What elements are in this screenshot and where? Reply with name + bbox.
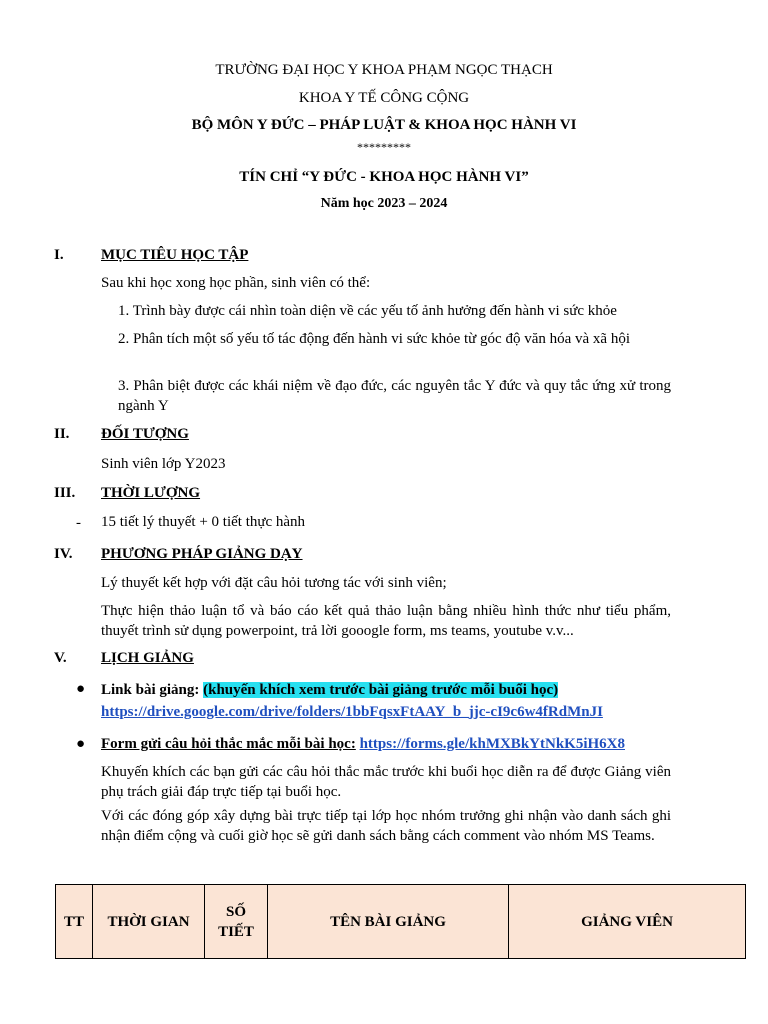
header-lecture-name: TÊN BÀI GIẢNG [268,885,509,959]
section-5-number: V. [54,650,67,666]
header-periods: SỐ TIẾT [205,885,268,959]
section-1-number: I. [54,247,64,263]
section-3-number: III. [54,485,76,501]
header-tt: TT [56,885,93,959]
lecture-link-block [101,679,671,723]
separator-stars: ********* [357,140,411,154]
bullet-icon: ● [76,681,86,697]
objective-item-3: 3. Phân biệt được các khái niệm về đạo đức, các nguyên tắc Y đức và quy tắc ứng xử trong ngành Y [118,378,671,414]
section-5-paragraph-1: Khuyến khích các bạn gửi các câu hỏi thắc mắc trước khi buổi học diễn ra để được Giảng viên phụ trách giải đáp trực tiếp tại buổi học. [101,764,671,800]
section-3-title: THỜI LƯỢNG [101,485,201,501]
objective-item-1: 1. Trình bày được cái nhìn toàn diện về các yếu tố ảnh hưởng đến hành vi sức khỏe [118,303,617,319]
lecture-link-label: Link bài giảng: [101,682,200,698]
header-lecturer: GIẢNG VIÊN [509,885,746,959]
section-4-paragraph-1: Lý thuyết kết hợp với đặt câu hỏi tương tác với sinh viên; [101,575,447,591]
section-3-text: 15 tiết lý thuyết + 0 tiết thực hành [101,514,306,530]
faculty-name: KHOA Y TẾ CÔNG CỘNG [298,90,470,106]
lecture-drive-link[interactable]: https://drive.google.com/drive/folders/1bbFqsxFtAAY_b_jjc-cI9c6w4fRdMnJI [101,704,603,720]
section-2-title: ĐỐI TƯỢNG [101,426,189,442]
section-5-title: LỊCH GIẢNG [101,650,194,666]
section-1-title: MỤC TIÊU HỌC TẬP [101,247,249,263]
school-name: TRƯỜNG ĐẠI HỌC Y KHOA PHẠM NGỌC THẠCH [215,62,553,78]
question-form-link[interactable]: https://forms.gle/khMXBkYtNkK5iH6X8 [359,736,625,752]
objective-item-2: 2. Phân tích một số yếu tố tác động đến hành vi sức khỏe từ góc độ văn hóa và xã hội [118,331,630,347]
department-name: BỘ MÔN Y ĐỨC – PHÁP LUẬT & KHOA HỌC HÀNH VI [191,117,577,133]
question-form-label: Form gửi câu hỏi thắc mắc mỗi bài học: [101,736,356,752]
section-1-intro: Sau khi học xong học phần, sinh viên có thể: [101,275,371,291]
bullet-icon: ● [76,736,86,752]
header-time: THỜI GIAN [93,885,205,959]
course-title: TÍN CHỈ “Y ĐỨC - KHOA HỌC HÀNH VI” [239,169,529,185]
academic-year: Năm học 2023 – 2024 [320,196,448,211]
lecture-link-highlight: (khuyến khích xem trước bài giảng trước mỗi buổi học) [203,682,559,698]
section-2-text: Sinh viên lớp Y2023 [101,456,226,472]
schedule-table [55,884,746,959]
section-4-paragraph-2: Thực hiện thảo luận tổ và báo cáo kết quả thảo luận bằng nhiều hình thức như tiểu phẩm, thuyết trình sử dụng powerpoint, trả lời gooogle form, ms teams, youtube v.v... [101,603,671,639]
section-4-title: PHƯƠNG PHÁP GIẢNG DẠY [101,546,303,562]
dash-marker: - [76,515,81,531]
section-4-number: IV. [54,546,73,562]
table-header-row [56,885,746,959]
question-form-block [101,733,671,755]
section-2-number: II. [54,426,70,442]
section-5-paragraph-2: Với các đóng góp xây dựng bài trực tiếp tại lớp học nhóm trưởng ghi nhận vào danh sách ghi nhận điểm cộng và cuối giờ học sẽ gửi danh sách bằng cách comment vào nhóm MS Teams. [101,808,671,844]
